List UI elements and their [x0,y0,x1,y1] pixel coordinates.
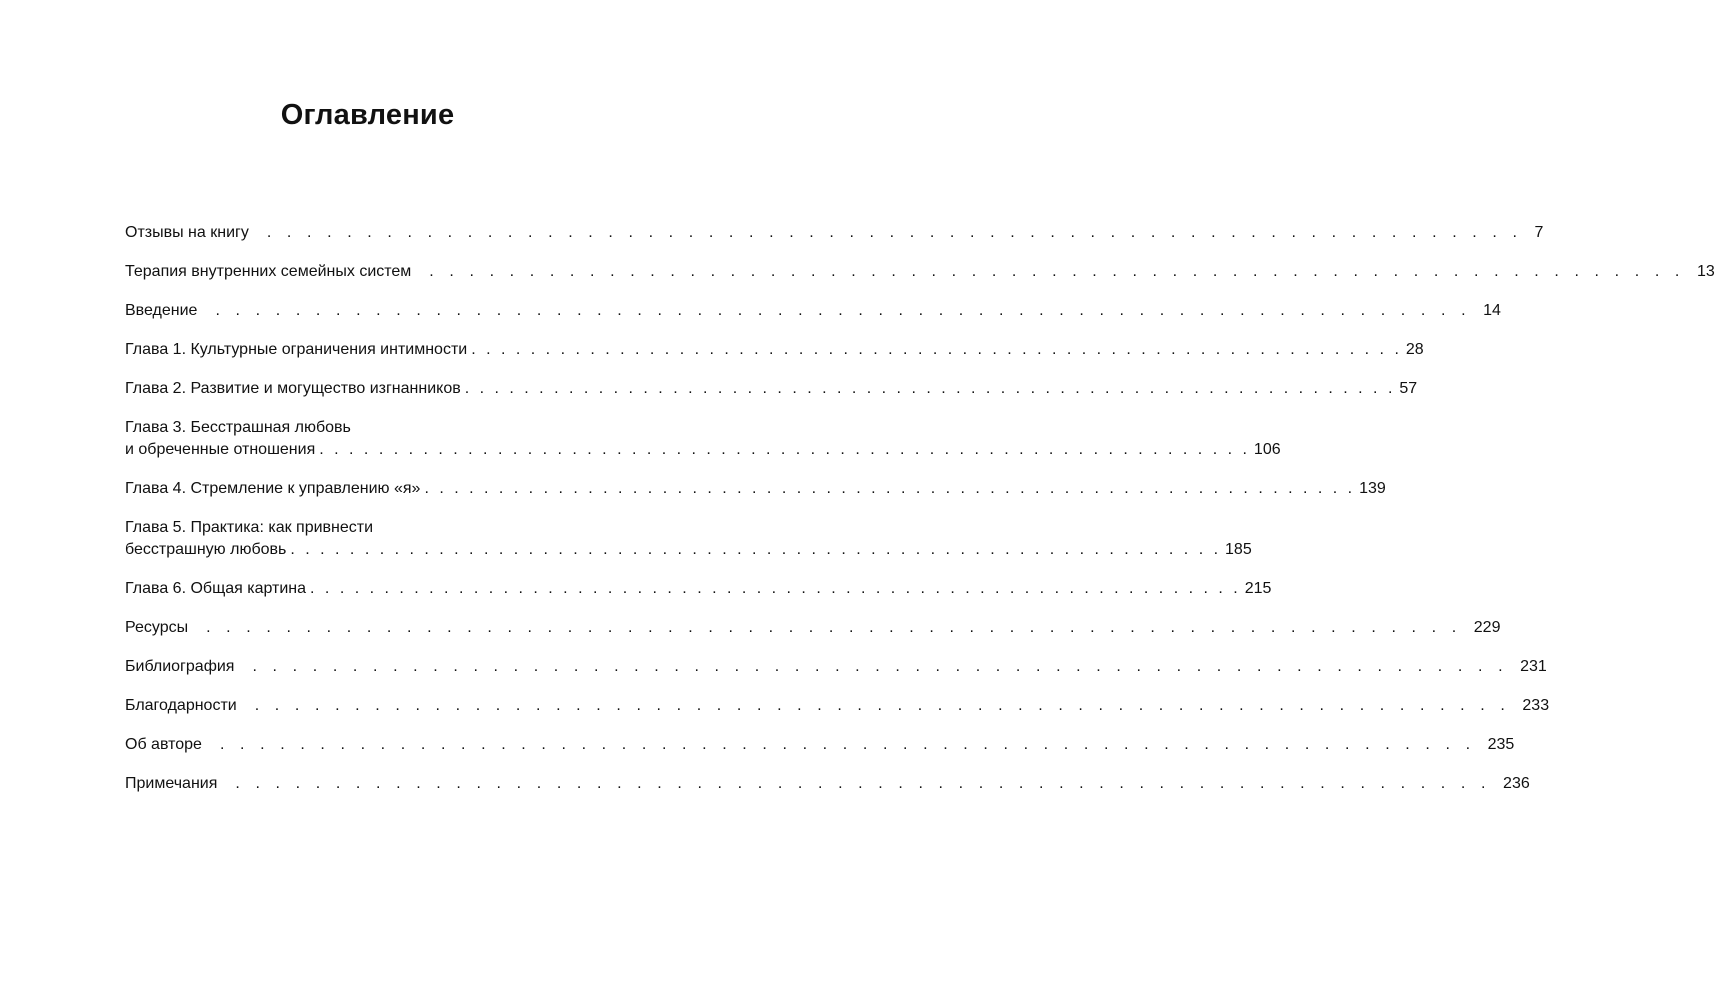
toc-page-number: 13 [1696,263,1715,280]
toc-entry-title: Терапия внутренних семейных систем [125,263,412,280]
toc-dot-leader: . . . . . . . . . . . . . . . . . . . . . . . . . . . . . . . . . . . . . . . . . . . . . . . . . . . . . . . . . . . . . . . [290,541,1222,558]
toc-entry[interactable] [125,695,1550,717]
toc-entry-title: и обреченные отношения [125,441,316,458]
toc-page-number: 7 [1534,224,1544,241]
toc-entry-title: Глава 1. Культурные ограничения интимности [125,341,468,358]
toc-dot-leader: . . . . . . . . . . . . . . . . . . . . . . . . . . . . . . . . . . . . . . . . . . . . . . . . . . . . . . . . . . . . . . . [310,580,1241,597]
toc-line [125,222,1544,244]
toc-entry[interactable] [125,378,1418,400]
toc-page-number: 14 [1483,302,1501,319]
toc-dot-leader: . . . . . . . . . . . . . . . . . . . . . . . . . . . . . . . . . . . . . . . . . . . . . . . . . . . . . . . . . . . . . . . [219,736,1476,753]
toc-entry[interactable] [125,773,1530,795]
toc-entry-title: Глава 4. Стремление к управлению «я» [125,480,421,497]
toc-page-number: 215 [1244,580,1272,597]
toc-entry-title: Глава 6. Общая картина [125,580,307,597]
toc-entry[interactable] [125,261,1715,283]
toc-line [125,478,1386,500]
toc-entry[interactable] [125,300,1501,322]
toc-page-number: 57 [1399,380,1418,397]
toc-line [125,734,1515,756]
toc-entry-title: Отзывы на книгу [125,224,249,241]
toc-line [125,378,1418,400]
toc-dot-leader: . . . . . . . . . . . . . . . . . . . . . . . . . . . . . . . . . . . . . . . . . . . . . . . . . . . . . . . . . . . . . . . [266,224,1523,241]
toc-line [125,439,1281,461]
toc-dot-leader: . . . . . . . . . . . . . . . . . . . . . . . . . . . . . . . . . . . . . . . . . . . . . . . . . . . . . . . . . . . . . . . [464,380,1396,397]
toc-dot-leader: . . . . . . . . . . . . . . . . . . . . . . . . . . . . . . . . . . . . . . . . . . . . . . . . . . . . . . . . . . . . . . . [215,302,1472,319]
toc-line [125,517,611,539]
toc-dot-leader: . . . . . . . . . . . . . . . . . . . . . . . . . . . . . . . . . . . . . . . . . . . . . . . . . . . . . . . . . . . . . . . [252,658,1509,675]
toc-line [125,695,1550,717]
toc-dot-leader: . . . . . . . . . . . . . . . . . . . . . . . . . . . . . . . . . . . . . . . . . . . . . . . . . . . . . . . . . . . . . . . [206,619,1462,636]
toc-entry-title: Глава 5. Практика: как привнести [125,519,374,536]
toc-line [125,539,1252,561]
toc-entry[interactable] [125,417,1281,461]
toc-page-number: 236 [1503,775,1530,792]
toc-entry[interactable] [125,478,1386,500]
toc-entry-title: Введение [125,302,198,319]
toc-page-number: 139 [1359,480,1386,497]
toc-entry-title: Ресурсы [125,619,189,636]
toc-entry[interactable] [125,734,1515,756]
toc-entry[interactable] [125,517,1252,561]
toc-page-number: 229 [1473,619,1501,636]
toc-page-number: 233 [1522,697,1550,714]
toc-page-number: 235 [1487,736,1515,753]
page-title: Оглавление [280,99,455,132]
toc-line [125,617,1501,639]
toc-entry-title: Библиография [125,658,235,675]
toc-page-number: 28 [1405,341,1424,358]
toc-entry[interactable] [125,339,1424,361]
toc-dot-leader: . . . . . . . . . . . . . . . . . . . . . . . . . . . . . . . . . . . . . . . . . . . . . . . . . . . . . . . . . . . . . . . [235,775,1492,792]
toc-entry-title: Благодарности [125,697,237,714]
toc-line [125,417,611,439]
toc-line [125,656,1547,678]
toc-line [125,773,1530,795]
toc-entry[interactable] [125,578,1272,600]
toc-entry[interactable] [125,222,1544,244]
toc-page-number: 231 [1520,658,1547,675]
toc-page-number: 106 [1253,441,1281,458]
toc-entry-title: Об авторе [125,736,202,753]
toc-entry-title: Глава 3. Бесстрашная любовь [125,419,351,436]
toc-dot-leader: . . . . . . . . . . . . . . . . . . . . . . . . . . . . . . . . . . . . . . . . . . . . . . . . . . . . . . . . . . . . . . . [471,341,1402,358]
toc-entry[interactable] [125,617,1501,639]
toc-line [125,339,1424,361]
toc-entry[interactable] [125,656,1547,678]
toc-page-number: 185 [1225,541,1252,558]
toc-line [125,300,1501,322]
toc-entry-title: бесстрашную любовь [125,541,287,558]
toc-dot-leader: . . . . . . . . . . . . . . . . . . . . . . . . . . . . . . . . . . . . . . . . . . . . . . . . . . . . . . . . . . . . . . . [319,441,1250,458]
toc-line [125,261,1715,283]
toc-entry-title: Глава 2. Развитие и могущество изгнанников [125,380,461,397]
table-of-contents [125,222,1715,812]
toc-line [125,578,1272,600]
toc-dot-leader: . . . . . . . . . . . . . . . . . . . . . . . . . . . . . . . . . . . . . . . . . . . . . . . . . . . . . . . . . . . . . . . [424,480,1356,497]
toc-entry-title: Примечания [125,775,218,792]
toc-dot-leader: . . . . . . . . . . . . . . . . . . . . . . . . . . . . . . . . . . . . . . . . . . . . . . . . . . . . . . . . . . . . . . . [254,697,1511,714]
toc-dot-leader: . . . . . . . . . . . . . . . . . . . . . . . . . . . . . . . . . . . . . . . . . . . . . . . . . . . . . . . . . . . . . . . [429,263,1685,280]
